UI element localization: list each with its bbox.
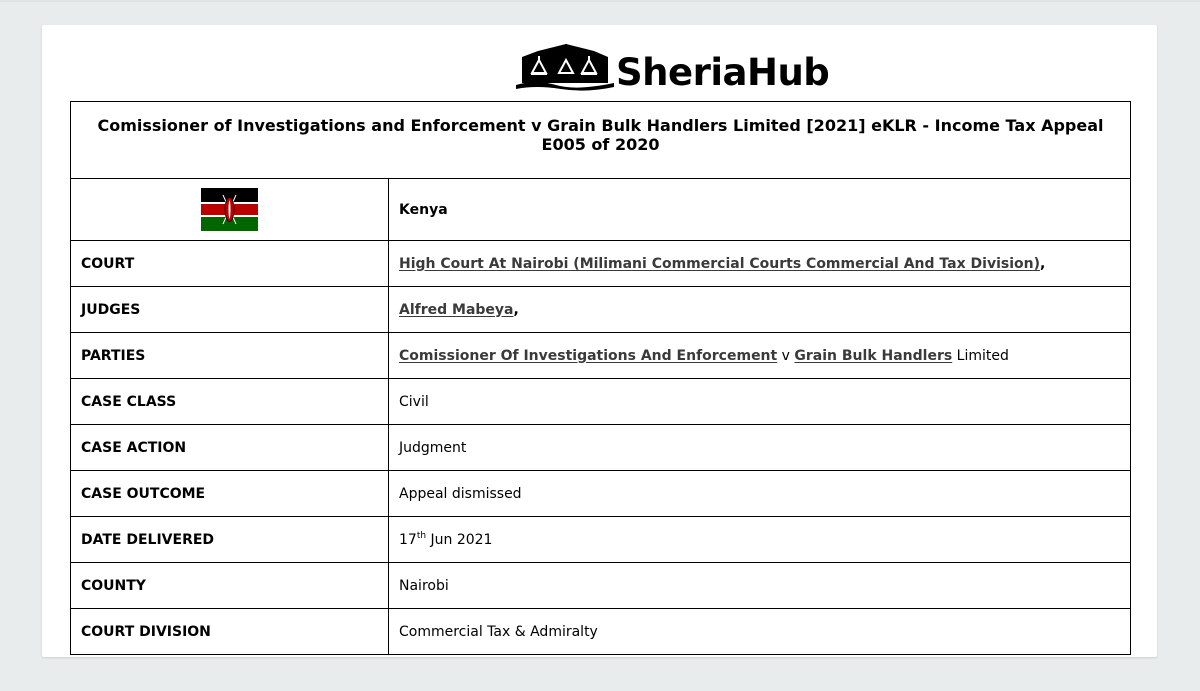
flag-cell (71, 179, 389, 241)
top-border (0, 0, 1200, 2)
row-case-outcome (71, 471, 1131, 517)
county-value: Nairobi (389, 563, 1131, 609)
case-outcome-value: Appeal dismissed (389, 471, 1131, 517)
judge-link[interactable]: Alfred Mabeya (399, 301, 514, 318)
party1-link[interactable]: Comissioner Of Investigations And Enforcement (399, 347, 778, 364)
country-name: Kenya (399, 201, 448, 218)
case-title: Comissioner of Investigations and Enforcement v Grain Bulk Handlers Limited [2021] eKLR - Income Tax Appeal E005 of 2020 (71, 102, 1131, 179)
versus-text: v (777, 347, 795, 364)
date-delivered-value (389, 517, 1131, 563)
judges-separator: , (513, 301, 519, 318)
party2-rest: Limited (952, 347, 1009, 364)
case-class-label: CASE CLASS (71, 379, 389, 425)
court-separator: , (1039, 255, 1046, 272)
case-class-value: Civil (389, 379, 1131, 425)
court-division-value: Commercial Tax & Admiralty (389, 609, 1131, 655)
judges-label: JUDGES (71, 287, 389, 333)
parties-label: PARTIES (71, 333, 389, 379)
row-court-division (71, 609, 1131, 655)
row-date-delivered (71, 517, 1131, 563)
country-value (389, 179, 1131, 241)
court-division-label: COURT DIVISION (71, 609, 389, 655)
sheriahub-logo[interactable] (516, 43, 829, 93)
date-day-suffix: th (416, 530, 427, 541)
row-parties (71, 333, 1131, 379)
brand-name: SheriaHub (616, 50, 830, 94)
case-action-label: CASE ACTION (71, 425, 389, 471)
scales-of-justice-house-icon (516, 43, 614, 93)
county-label: COUNTY (71, 563, 389, 609)
judges-value (389, 287, 1131, 333)
row-case-action (71, 425, 1131, 471)
case-action-value: Judgment (389, 425, 1131, 471)
date-day: 17 (399, 531, 417, 548)
court-link[interactable]: High Court At Nairobi (Milimani Commercial Courts Commercial And Tax Division) (399, 255, 1040, 272)
kenya-flag-icon (201, 188, 258, 231)
court-label: COURT (71, 241, 389, 287)
court-value (389, 241, 1131, 287)
date-delivered-label: DATE DELIVERED (71, 517, 389, 563)
party2-link[interactable]: Grain Bulk Handlers (794, 347, 953, 364)
row-case-class (71, 379, 1131, 425)
case-outcome-label: CASE OUTCOME (71, 471, 389, 517)
parties-value (389, 333, 1131, 379)
row-county (71, 563, 1131, 609)
case-details-table (70, 101, 1131, 655)
row-court (71, 241, 1131, 287)
date-month-year: Jun 2021 (426, 531, 493, 548)
row-judges (71, 287, 1131, 333)
